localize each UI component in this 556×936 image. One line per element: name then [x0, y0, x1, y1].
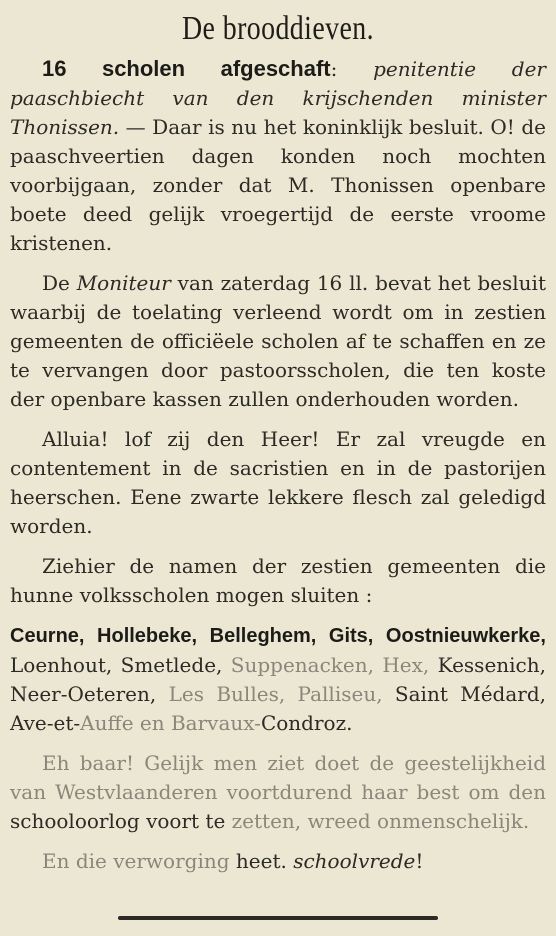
moniteur-italic: Moniteur	[76, 271, 171, 295]
municipalities-faded-3: Les Bulles, Palliseu,	[168, 682, 383, 706]
article-title: De brooddieven.	[182, 10, 374, 47]
municipalities-bold: Ceurne, Hollebeke, Belleghem, Gits, Oostnieuwkerke,	[10, 625, 546, 647]
lead-colon: :	[330, 57, 374, 81]
paragraph-1	[10, 54, 546, 258]
paragraph-6-faded-end: zetten, wreed onmenschelijk.	[231, 809, 530, 833]
municipalities-2: Kessenich, Neer-Oeteren,	[10, 653, 546, 706]
paragraph-2-start: De	[42, 271, 77, 295]
paragraph-7	[10, 847, 546, 876]
paragraph-7-text: heet.	[229, 849, 294, 873]
paragraph-7-end: !	[415, 849, 424, 873]
municipalities-faded-4: Auffe en Barvaux-	[80, 711, 261, 735]
paragraph-7-faded: En die verworging	[42, 849, 230, 873]
paragraph-2-text: van zaterdag 16 ll. bevat het besluit waarbij de toelating verleend wordt om in zestien gemeenten de officiëele scholen af te schaffen en ze te vervangen door pastoorsscholen, die ten koste der openbare kassen zullen onderhouden worden.	[10, 271, 546, 411]
paragraph-6-text: schooloorlog voort te	[10, 809, 232, 833]
article-lead: 16 scholen afgeschaft	[42, 56, 331, 81]
municipalities-1: Loenhout, Smetlede,	[10, 653, 231, 677]
municipalities-4: Condroz.	[260, 711, 353, 735]
paragraph-2	[10, 269, 546, 414]
paragraph-5-municipalities	[10, 621, 546, 738]
paragraph-3: Alluia! lof zij den Heer! Er zal vreugde en contentement in de sacristien en in de pastorijen heerschen. Eene zwarte lekkere flesch zal geledigd worden.	[10, 427, 546, 538]
subtitle-italic: penitentie der paaschbiecht van den krijschenden minister Thonissen.	[10, 57, 546, 139]
closing-rule	[118, 916, 438, 920]
paragraph-1-text: — Daar is nu het koninklijk besluit. O! de paaschveertien dagen konden noch mochten voorbijgaan, zonder dat M. Thonissen openbare boete deed gelijk vroegertijd de eerste vroome kristenen.	[10, 115, 546, 255]
municipalities-faded-2: Suppenacken, Hex,	[230, 653, 430, 677]
paragraph-6	[10, 749, 546, 836]
municipalities-3: Saint Médard, Ave-et-	[10, 682, 546, 735]
paragraph-6-faded: Eh baar! Gelijk men ziet doet de geestelijkheid van Westvlaanderen voortdurend haar best om den	[10, 751, 546, 804]
paragraph-4: Ziehier de namen der zestien gemeenten die hunne volksscholen mogen sluiten :	[10, 554, 546, 607]
schoolvrede-italic: schoolvrede	[293, 849, 416, 873]
